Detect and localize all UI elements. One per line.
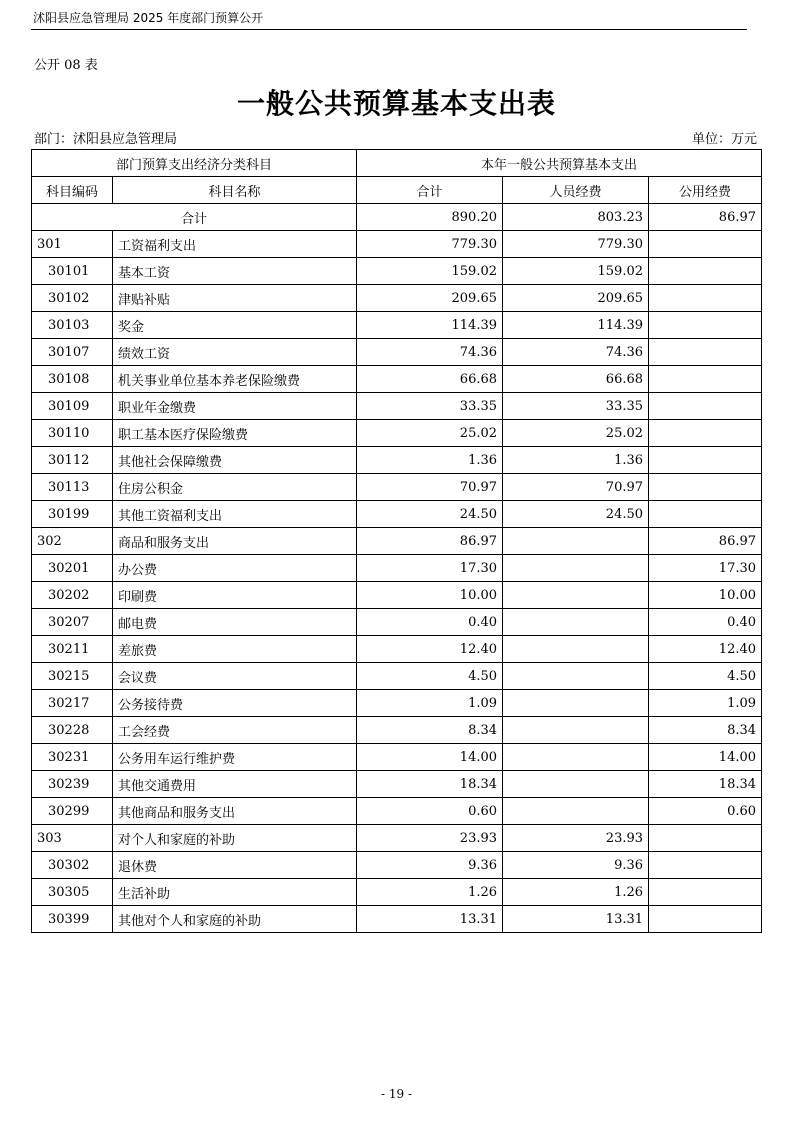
row-public-cell (649, 258, 762, 285)
row-public-cell (649, 339, 762, 366)
row-personnel-cell: 70.97 (503, 474, 649, 501)
row-public-cell (649, 393, 762, 420)
row-personnel-cell (503, 636, 649, 663)
row-name-cell: 基本工资 (113, 258, 357, 285)
row-total-cell: 70.97 (357, 474, 503, 501)
row-code-cell: 30211 (32, 636, 113, 663)
total-row-personnel: 803.23 (503, 204, 649, 231)
total-row-public: 86.97 (649, 204, 762, 231)
row-personnel-cell: 25.02 (503, 420, 649, 447)
row-name-cell: 机关事业单位基本养老保险缴费 (113, 366, 357, 393)
total-row (32, 204, 762, 231)
row-public-cell (649, 285, 762, 312)
row-public-cell: 12.40 (649, 636, 762, 663)
row-personnel-cell: 23.93 (503, 825, 649, 852)
row-name-cell: 邮电费 (113, 609, 357, 636)
table-row (32, 393, 762, 420)
row-personnel-cell: 66.68 (503, 366, 649, 393)
table-row (32, 339, 762, 366)
row-code-cell: 30215 (32, 663, 113, 690)
row-public-cell (649, 906, 762, 933)
row-total-cell: 66.68 (357, 366, 503, 393)
row-code-cell: 30299 (32, 798, 113, 825)
table-row (32, 285, 762, 312)
row-total-cell: 86.97 (357, 528, 503, 555)
row-code-cell: 30302 (32, 852, 113, 879)
row-total-cell: 209.65 (357, 285, 503, 312)
row-public-cell: 8.34 (649, 717, 762, 744)
row-name-cell: 其他商品和服务支出 (113, 798, 357, 825)
row-code-cell: 30202 (32, 582, 113, 609)
row-name-cell: 其他社会保障缴费 (113, 447, 357, 474)
row-public-cell: 0.60 (649, 798, 762, 825)
table-row (32, 609, 762, 636)
row-name-cell: 职业年金缴费 (113, 393, 357, 420)
table-row (32, 582, 762, 609)
row-name-cell: 住房公积金 (113, 474, 357, 501)
row-name-cell: 奖金 (113, 312, 357, 339)
row-personnel-cell (503, 663, 649, 690)
row-name-cell: 津贴补贴 (113, 285, 357, 312)
row-personnel-cell: 114.39 (503, 312, 649, 339)
row-code-cell: 30102 (32, 285, 113, 312)
row-total-cell: 8.34 (357, 717, 503, 744)
row-name-cell: 商品和服务支出 (113, 528, 357, 555)
row-code-cell: 30305 (32, 879, 113, 906)
row-name-cell: 公务接待费 (113, 690, 357, 717)
table-row (32, 312, 762, 339)
row-total-cell: 74.36 (357, 339, 503, 366)
row-total-cell: 33.35 (357, 393, 503, 420)
classification-group-header: 部门预算支出经济分类科目 (32, 150, 357, 177)
row-public-cell (649, 231, 762, 258)
row-public-cell (649, 312, 762, 339)
row-name-cell: 差旅费 (113, 636, 357, 663)
table-row (32, 474, 762, 501)
row-personnel-cell (503, 582, 649, 609)
row-code-cell: 30228 (32, 717, 113, 744)
total-row-total: 890.20 (357, 204, 503, 231)
row-personnel-cell: 159.02 (503, 258, 649, 285)
row-personnel-cell: 1.36 (503, 447, 649, 474)
row-total-cell: 17.30 (357, 555, 503, 582)
row-code-cell: 302 (32, 528, 113, 555)
row-code-cell: 30109 (32, 393, 113, 420)
row-personnel-cell: 13.31 (503, 906, 649, 933)
row-personnel-cell (503, 744, 649, 771)
row-total-cell: 779.30 (357, 231, 503, 258)
row-personnel-cell (503, 798, 649, 825)
row-public-cell: 14.00 (649, 744, 762, 771)
row-code-cell: 30199 (32, 501, 113, 528)
page-number: - 19 - (380, 1087, 412, 1101)
total-column-header: 合计 (357, 177, 503, 204)
row-total-cell: 1.09 (357, 690, 503, 717)
row-name-cell: 生活补助 (113, 879, 357, 906)
row-code-cell: 30231 (32, 744, 113, 771)
table-row (32, 447, 762, 474)
row-total-cell: 1.26 (357, 879, 503, 906)
table-row (32, 798, 762, 825)
row-total-cell: 0.60 (357, 798, 503, 825)
row-public-cell: 86.97 (649, 528, 762, 555)
personnel-column-header: 人员经费 (503, 177, 649, 204)
row-code-cell: 30101 (32, 258, 113, 285)
table-row (32, 663, 762, 690)
row-personnel-cell: 74.36 (503, 339, 649, 366)
page-title: 一般公共预算基本支出表 (236, 87, 556, 120)
table-row (32, 906, 762, 933)
row-name-cell: 其他工资福利支出 (113, 501, 357, 528)
budget-table (31, 149, 762, 933)
row-code-cell: 30103 (32, 312, 113, 339)
row-public-cell: 1.09 (649, 690, 762, 717)
name-column-header: 科目名称 (113, 177, 357, 204)
row-personnel-cell: 33.35 (503, 393, 649, 420)
row-name-cell: 工会经费 (113, 717, 357, 744)
row-total-cell: 0.40 (357, 609, 503, 636)
column-header-row (32, 177, 762, 204)
row-code-cell: 30108 (32, 366, 113, 393)
row-public-cell (649, 825, 762, 852)
budget-table-body (32, 150, 762, 933)
row-personnel-cell (503, 690, 649, 717)
row-code-cell: 303 (32, 825, 113, 852)
row-public-cell (649, 447, 762, 474)
row-code-cell: 30113 (32, 474, 113, 501)
row-public-cell (649, 852, 762, 879)
row-public-cell (649, 474, 762, 501)
row-personnel-cell (503, 717, 649, 744)
row-public-cell: 17.30 (649, 555, 762, 582)
row-total-cell: 4.50 (357, 663, 503, 690)
row-public-cell: 4.50 (649, 663, 762, 690)
row-total-cell: 18.34 (357, 771, 503, 798)
row-name-cell: 对个人和家庭的补助 (113, 825, 357, 852)
row-total-cell: 14.00 (357, 744, 503, 771)
expenditure-group-header: 本年一般公共预算基本支出 (357, 150, 762, 177)
row-personnel-cell (503, 555, 649, 582)
row-total-cell: 23.93 (357, 825, 503, 852)
table-row (32, 744, 762, 771)
code-column-header: 科目编码 (32, 177, 113, 204)
row-code-cell: 30399 (32, 906, 113, 933)
row-personnel-cell: 209.65 (503, 285, 649, 312)
row-code-cell: 30217 (32, 690, 113, 717)
row-public-cell: 0.40 (649, 609, 762, 636)
public-column-header: 公用经费 (649, 177, 762, 204)
row-name-cell: 职工基本医疗保险缴费 (113, 420, 357, 447)
row-total-cell: 10.00 (357, 582, 503, 609)
group-header-row (32, 150, 762, 177)
row-public-cell (649, 420, 762, 447)
row-personnel-cell: 779.30 (503, 231, 649, 258)
table-row (32, 258, 762, 285)
row-personnel-cell: 9.36 (503, 852, 649, 879)
table-row (32, 420, 762, 447)
row-total-cell: 1.36 (357, 447, 503, 474)
row-code-cell: 30110 (32, 420, 113, 447)
table-row (32, 366, 762, 393)
table-row (32, 852, 762, 879)
header-rule (31, 29, 747, 30)
row-total-cell: 12.40 (357, 636, 503, 663)
row-public-cell: 10.00 (649, 582, 762, 609)
row-total-cell: 159.02 (357, 258, 503, 285)
table-row (32, 771, 762, 798)
row-personnel-cell: 1.26 (503, 879, 649, 906)
row-name-cell: 其他交通费用 (113, 771, 357, 798)
table-code-label: 公开 08 表 (34, 58, 98, 73)
row-name-cell: 绩效工资 (113, 339, 357, 366)
row-personnel-cell (503, 771, 649, 798)
row-public-cell (649, 501, 762, 528)
row-code-cell: 30107 (32, 339, 113, 366)
row-total-cell: 114.39 (357, 312, 503, 339)
row-name-cell: 印刷费 (113, 582, 357, 609)
row-public-cell (649, 879, 762, 906)
row-total-cell: 9.36 (357, 852, 503, 879)
row-code-cell: 30239 (32, 771, 113, 798)
row-personnel-cell (503, 609, 649, 636)
table-row (32, 825, 762, 852)
row-public-cell (649, 366, 762, 393)
row-personnel-cell (503, 528, 649, 555)
row-total-cell: 25.02 (357, 420, 503, 447)
row-public-cell: 18.34 (649, 771, 762, 798)
unit-label: 单位：万元 (691, 132, 757, 147)
row-code-cell: 30207 (32, 609, 113, 636)
row-name-cell: 其他对个人和家庭的补助 (113, 906, 357, 933)
table-row (32, 636, 762, 663)
row-code-cell: 30112 (32, 447, 113, 474)
row-name-cell: 退休费 (113, 852, 357, 879)
row-name-cell: 会议费 (113, 663, 357, 690)
row-total-cell: 13.31 (357, 906, 503, 933)
row-total-cell: 24.50 (357, 501, 503, 528)
table-row (32, 717, 762, 744)
row-name-cell: 工资福利支出 (113, 231, 357, 258)
row-name-cell: 办公费 (113, 555, 357, 582)
table-row (32, 690, 762, 717)
table-row (32, 555, 762, 582)
table-row (32, 501, 762, 528)
department-label: 部门：沭阳县应急管理局 (34, 132, 178, 147)
table-row (32, 231, 762, 258)
row-code-cell: 30201 (32, 555, 113, 582)
row-personnel-cell: 24.50 (503, 501, 649, 528)
total-row-label: 合计 (32, 204, 357, 231)
row-code-cell: 301 (32, 231, 113, 258)
table-row (32, 528, 762, 555)
row-name-cell: 公务用车运行维护费 (113, 744, 357, 771)
running-header: 沭阳县应急管理局 2025 年度部门预算公开 (33, 11, 264, 25)
table-row (32, 879, 762, 906)
